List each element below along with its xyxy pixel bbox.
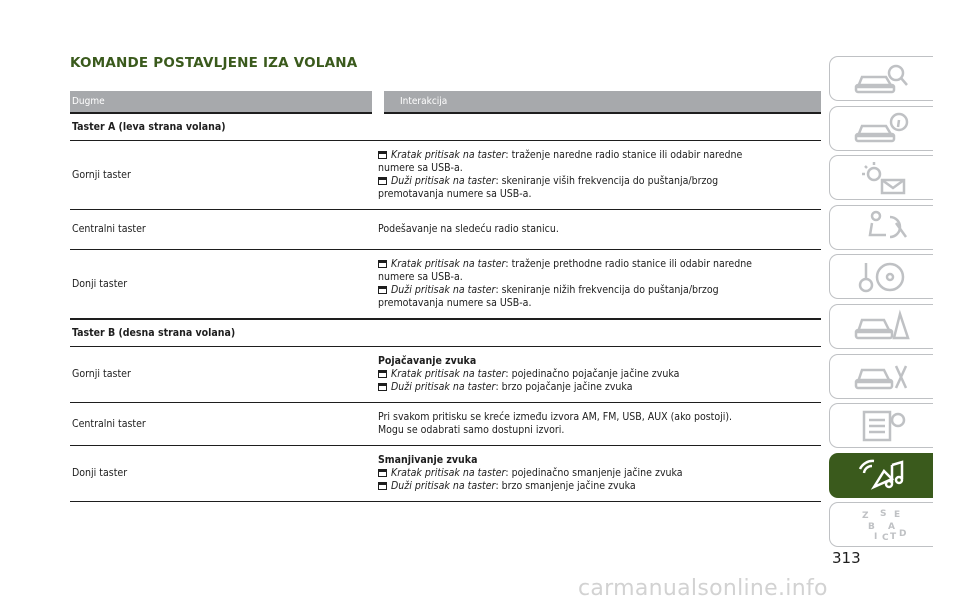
group-row-b — [70, 319, 821, 347]
svg-text:A: A — [887, 521, 895, 532]
long-press-label: Duži pritisak na taster — [391, 381, 496, 393]
multimedia-music-icon — [852, 457, 912, 493]
controls-table — [70, 91, 821, 502]
tab-getting-to-know[interactable] — [829, 56, 933, 101]
warning-light-message-icon — [852, 160, 912, 196]
interaction-cell: Podešavanje na sledeću radio stanicu. — [378, 210, 821, 250]
svg-text:T: T — [889, 531, 896, 542]
svg-text:D: D — [898, 528, 906, 539]
tab-starting-driving[interactable] — [829, 254, 933, 299]
short-press-text: : pojedinačno smanjenje jačine zvuka — [505, 467, 683, 479]
long-press-text: : skeniranje nižih frekvencija do puštanja/brzog — [495, 284, 719, 296]
alphabet-index-icon — [852, 507, 912, 543]
short-press-text-cont: numere sa USB-a. — [378, 162, 463, 174]
interaction-text: Pri svakom pritisku se kreće između izvora AM, FM, USB, AUX (ako postoji). — [378, 411, 733, 423]
table-row — [70, 141, 821, 210]
tab-emergency[interactable] — [829, 304, 933, 349]
page-number: 313 — [832, 549, 861, 567]
long-press-label: Duži pritisak na taster — [391, 175, 496, 187]
car-wrench-icon — [852, 358, 912, 394]
svg-text:E: E — [893, 509, 900, 520]
key-steering-wheel-icon — [852, 259, 912, 295]
short-press-label: Kratak pritisak na taster — [391, 258, 506, 270]
long-press-text: : brzo smanjenje jačine zvuka — [495, 480, 636, 492]
long-press-label: Duži pritisak na taster — [391, 480, 496, 492]
button-name: Centralni taster — [70, 403, 378, 446]
specifications-gear-icon — [852, 408, 912, 444]
table-header-row — [70, 91, 821, 113]
short-press-text: : traženje naredne radio stanice ili odabir naredne — [505, 149, 743, 161]
svg-text:B: B — [867, 521, 875, 532]
long-press-label: Duži pritisak na taster — [391, 284, 496, 296]
table-row — [70, 347, 821, 403]
tab-servicing[interactable] — [829, 354, 933, 399]
column-header-button: Dugme — [70, 91, 378, 113]
button-name: Centralni taster — [70, 210, 378, 250]
chapter-tabs — [829, 56, 934, 552]
long-press-text-cont: premotavanja numere sa USB-a. — [378, 297, 532, 309]
tab-warnings[interactable] — [829, 155, 933, 200]
button-name: Donji taster — [70, 250, 378, 320]
long-press-text: : skeniranje viših frekvencija do puštanja/brzog — [495, 175, 719, 187]
svg-text:C: C — [881, 532, 889, 543]
short-press-text-cont: numere sa USB-a. — [378, 271, 463, 283]
long-press-text: : brzo pojačanje jačine zvuka — [495, 381, 633, 393]
interaction-cell — [378, 446, 821, 502]
svg-text:Z: Z — [861, 510, 869, 521]
svg-text:S: S — [879, 508, 886, 519]
car-info-icon — [852, 110, 912, 146]
table-row — [70, 250, 821, 320]
watermark: carmanualsonline.info — [578, 576, 828, 601]
section-title: KOMANDE POSTAVLJENE IZA VOLANA — [70, 55, 358, 71]
car-search-icon — [852, 61, 912, 97]
tab-multimedia[interactable] — [829, 453, 933, 498]
car-road-icon — [852, 308, 912, 344]
interaction-heading: Smanjivanje zvuka — [378, 454, 478, 466]
button-name: Gornji taster — [70, 141, 378, 210]
tab-dashboard[interactable] — [829, 106, 933, 151]
short-press-label: Kratak pritisak na taster — [391, 467, 506, 479]
tab-index[interactable] — [829, 502, 933, 547]
tab-safety[interactable] — [829, 205, 933, 250]
interaction-heading: Pojačavanje zvuka — [378, 355, 477, 367]
short-press-text: : pojedinačno pojačanje jačine zvuka — [505, 368, 680, 380]
interaction-cell — [378, 141, 821, 210]
interaction-cell — [378, 347, 821, 403]
svg-text:I: I — [873, 531, 877, 542]
tab-technical-specs[interactable] — [829, 403, 933, 448]
table-row — [70, 210, 821, 250]
group-title-a: Taster A (leva strana volana) — [70, 113, 821, 141]
interaction-text-cont: Mogu se odabrati samo dostupni izvori. — [378, 424, 565, 436]
short-press-label: Kratak pritisak na taster — [391, 368, 506, 380]
airbag-seat-icon — [852, 209, 912, 245]
button-name: Gornji taster — [70, 347, 378, 403]
table-row — [70, 403, 821, 446]
group-row-a — [70, 113, 821, 141]
table-row — [70, 446, 821, 502]
interaction-cell — [378, 403, 821, 446]
column-header-interaction: Interakcija — [378, 91, 821, 113]
button-name: Donji taster — [70, 446, 378, 502]
interaction-cell — [378, 250, 821, 320]
long-press-text-cont: premotavanja numere sa USB-a. — [378, 188, 532, 200]
group-title-b: Taster B (desna strana volana) — [70, 319, 821, 347]
short-press-text: : traženje prethodne radio stanice ili odabir naredne — [505, 258, 752, 270]
short-press-label: Kratak pritisak na taster — [391, 149, 506, 161]
